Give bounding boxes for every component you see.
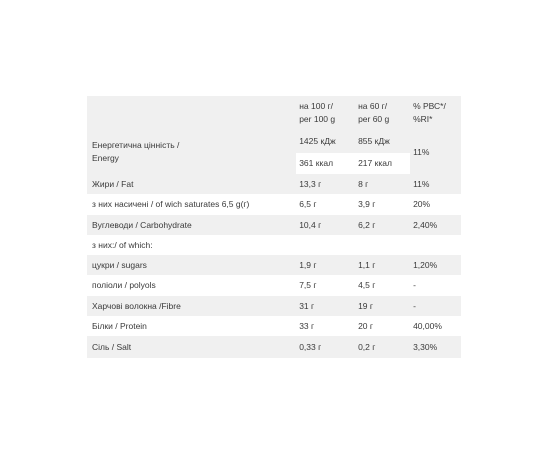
table-row: поліоли / polyols 7,5 г 4,5 г -: [87, 275, 461, 296]
energy-kj-100: 1425 кДж: [296, 130, 355, 153]
table-row: Вуглеводи / Carbohydrate 10,4 г 6,2 г 2,40%: [87, 215, 461, 235]
energy-kj-60: 855 кДж: [355, 130, 410, 153]
energy-row-kj: [87, 130, 461, 153]
energy-kcal-100: 361 ккал: [296, 153, 355, 174]
table-row: Сіль / Salt 0,33 г 0,2 г 3,30%: [87, 336, 461, 358]
nutrition-table: [87, 96, 461, 358]
table-row: Жири / Fat 13,3 г 8 г 11%: [87, 174, 461, 194]
header-row: [87, 96, 461, 130]
table-row: з них:/ of which:: [87, 235, 461, 255]
header-ri: % РВС*/ %RI*: [410, 96, 461, 130]
table-row: Білки / Protein 33 г 20 г 40,00%: [87, 316, 461, 336]
header-per100: на 100 г/ per 100 g: [296, 96, 355, 130]
table-row: з них насичені / of wich saturates 6,5 g(г) 6,5 г 3,9 г 20%: [87, 194, 461, 215]
energy-kcal-60: 217 ккал: [355, 153, 410, 174]
energy-ri: 11%: [410, 130, 461, 174]
table-row: Харчові волокна /Fibre 31 г 19 г -: [87, 296, 461, 316]
header-label-cell: [87, 96, 296, 130]
header-per60: на 60 г/ per 60 g: [355, 96, 410, 130]
table-row: цукри / sugars 1,9 г 1,1 г 1,20%: [87, 255, 461, 275]
energy-label: Енергетична цінність / Energy: [87, 130, 296, 174]
